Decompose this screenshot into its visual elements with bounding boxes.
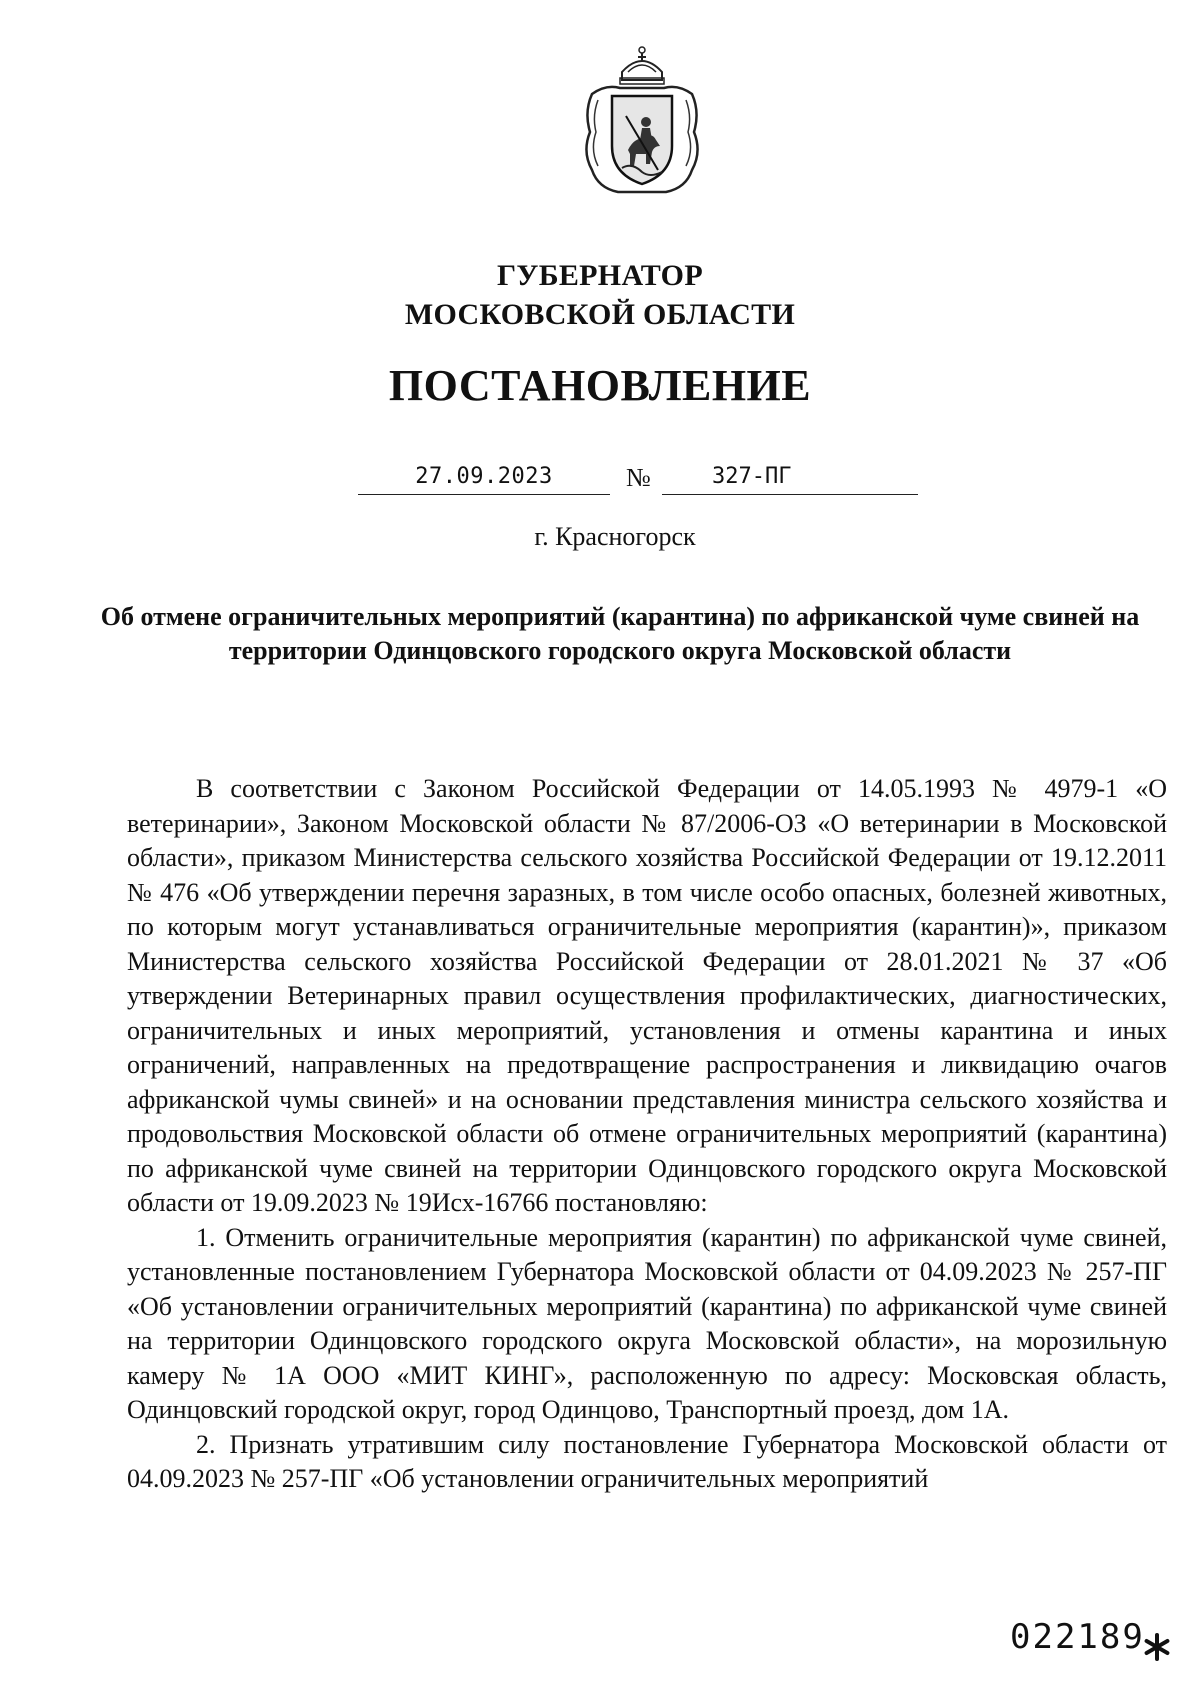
paragraph-item-1: 1. Отменить ограничительные мероприятия (карантин) по африканской чуме свиней, установленные постановлением Губернатора Московской области от 04.09.2023 № 257-ПГ «Об установлении ограничительных мероприятий (карантина) по африканской чуме свиней на территории Одинцовского городского округа Московской области», на морозильную камеру № 1А ООО «МИТ КИНГ», расположенную по адресу: Московская область, Одинцовский городской округ, город Одинцово, Транспортный проезд, дом 1А. <box>127 1222 1167 1424</box>
number-label: № <box>626 463 651 492</box>
document-body <box>127 772 1167 1497</box>
document-date: 27.09.2023 <box>358 460 610 495</box>
asterisk-icon <box>1142 1632 1172 1662</box>
paragraph-preamble: В соответствии с Законом Российской Федерации от 14.05.1993 № 4979-1 «О ветеринарии», Законом Московской области № 87/2006-ОЗ «О ветеринарии в Московской области», приказом Министерства сельского хозяйства Российской Федерации от 19.12.2011 № 476 «Об утверждении перечня заразных, в том числе особо опасных, болезней животных, по которым могут устанавливаться ограничительные мероприятия (карантин)», приказом Министерства сельского хозяйства Российской Федерации от 28.01.2021 № 37 «Об утверждении Ветеринарных правил осуществления профилактических, диагностических, ограничительных и иных мероприятий, установления и отмены карантина и иных ограничений, направленных на предотвращение распространения и ликвидацию очагов африканской чумы свиней» и на основании представления министра сельского хозяйства и продовольствия Московской области об отмене ограничительных мероприятий (карантина) по африканской чуме свиней на территории Одинцовского городского округа Московской области от 19.09.2023 № 19Исх-16766 постановляю: <box>127 774 1167 1217</box>
date-number-line <box>358 460 918 500</box>
organization-line-1: ГУБЕРНАТОР <box>497 259 703 292</box>
document-type: ПОСТАНОВЛЕНИЕ <box>388 361 812 410</box>
document-number: 327-ПГ <box>662 460 918 495</box>
coat-of-arms-icon <box>578 42 706 202</box>
document-city: г. Красногорск <box>534 522 696 551</box>
serial-number: 022189 <box>1010 1617 1145 1657</box>
paragraph-item-2: 2. Признать утратившим силу постановление Губернатора Московской области от 04.09.2023 № 257-ПГ «Об установлении ограничительных мероприятий <box>127 1429 1167 1493</box>
organization-line-2: МОСКОВСКОЙ ОБЛАСТИ <box>404 298 796 331</box>
document-title: Об отмене ограничительных мероприятий (карантина) по африканской чуме свиней на территории Одинцовского городского округа Московской области <box>100 602 1140 665</box>
